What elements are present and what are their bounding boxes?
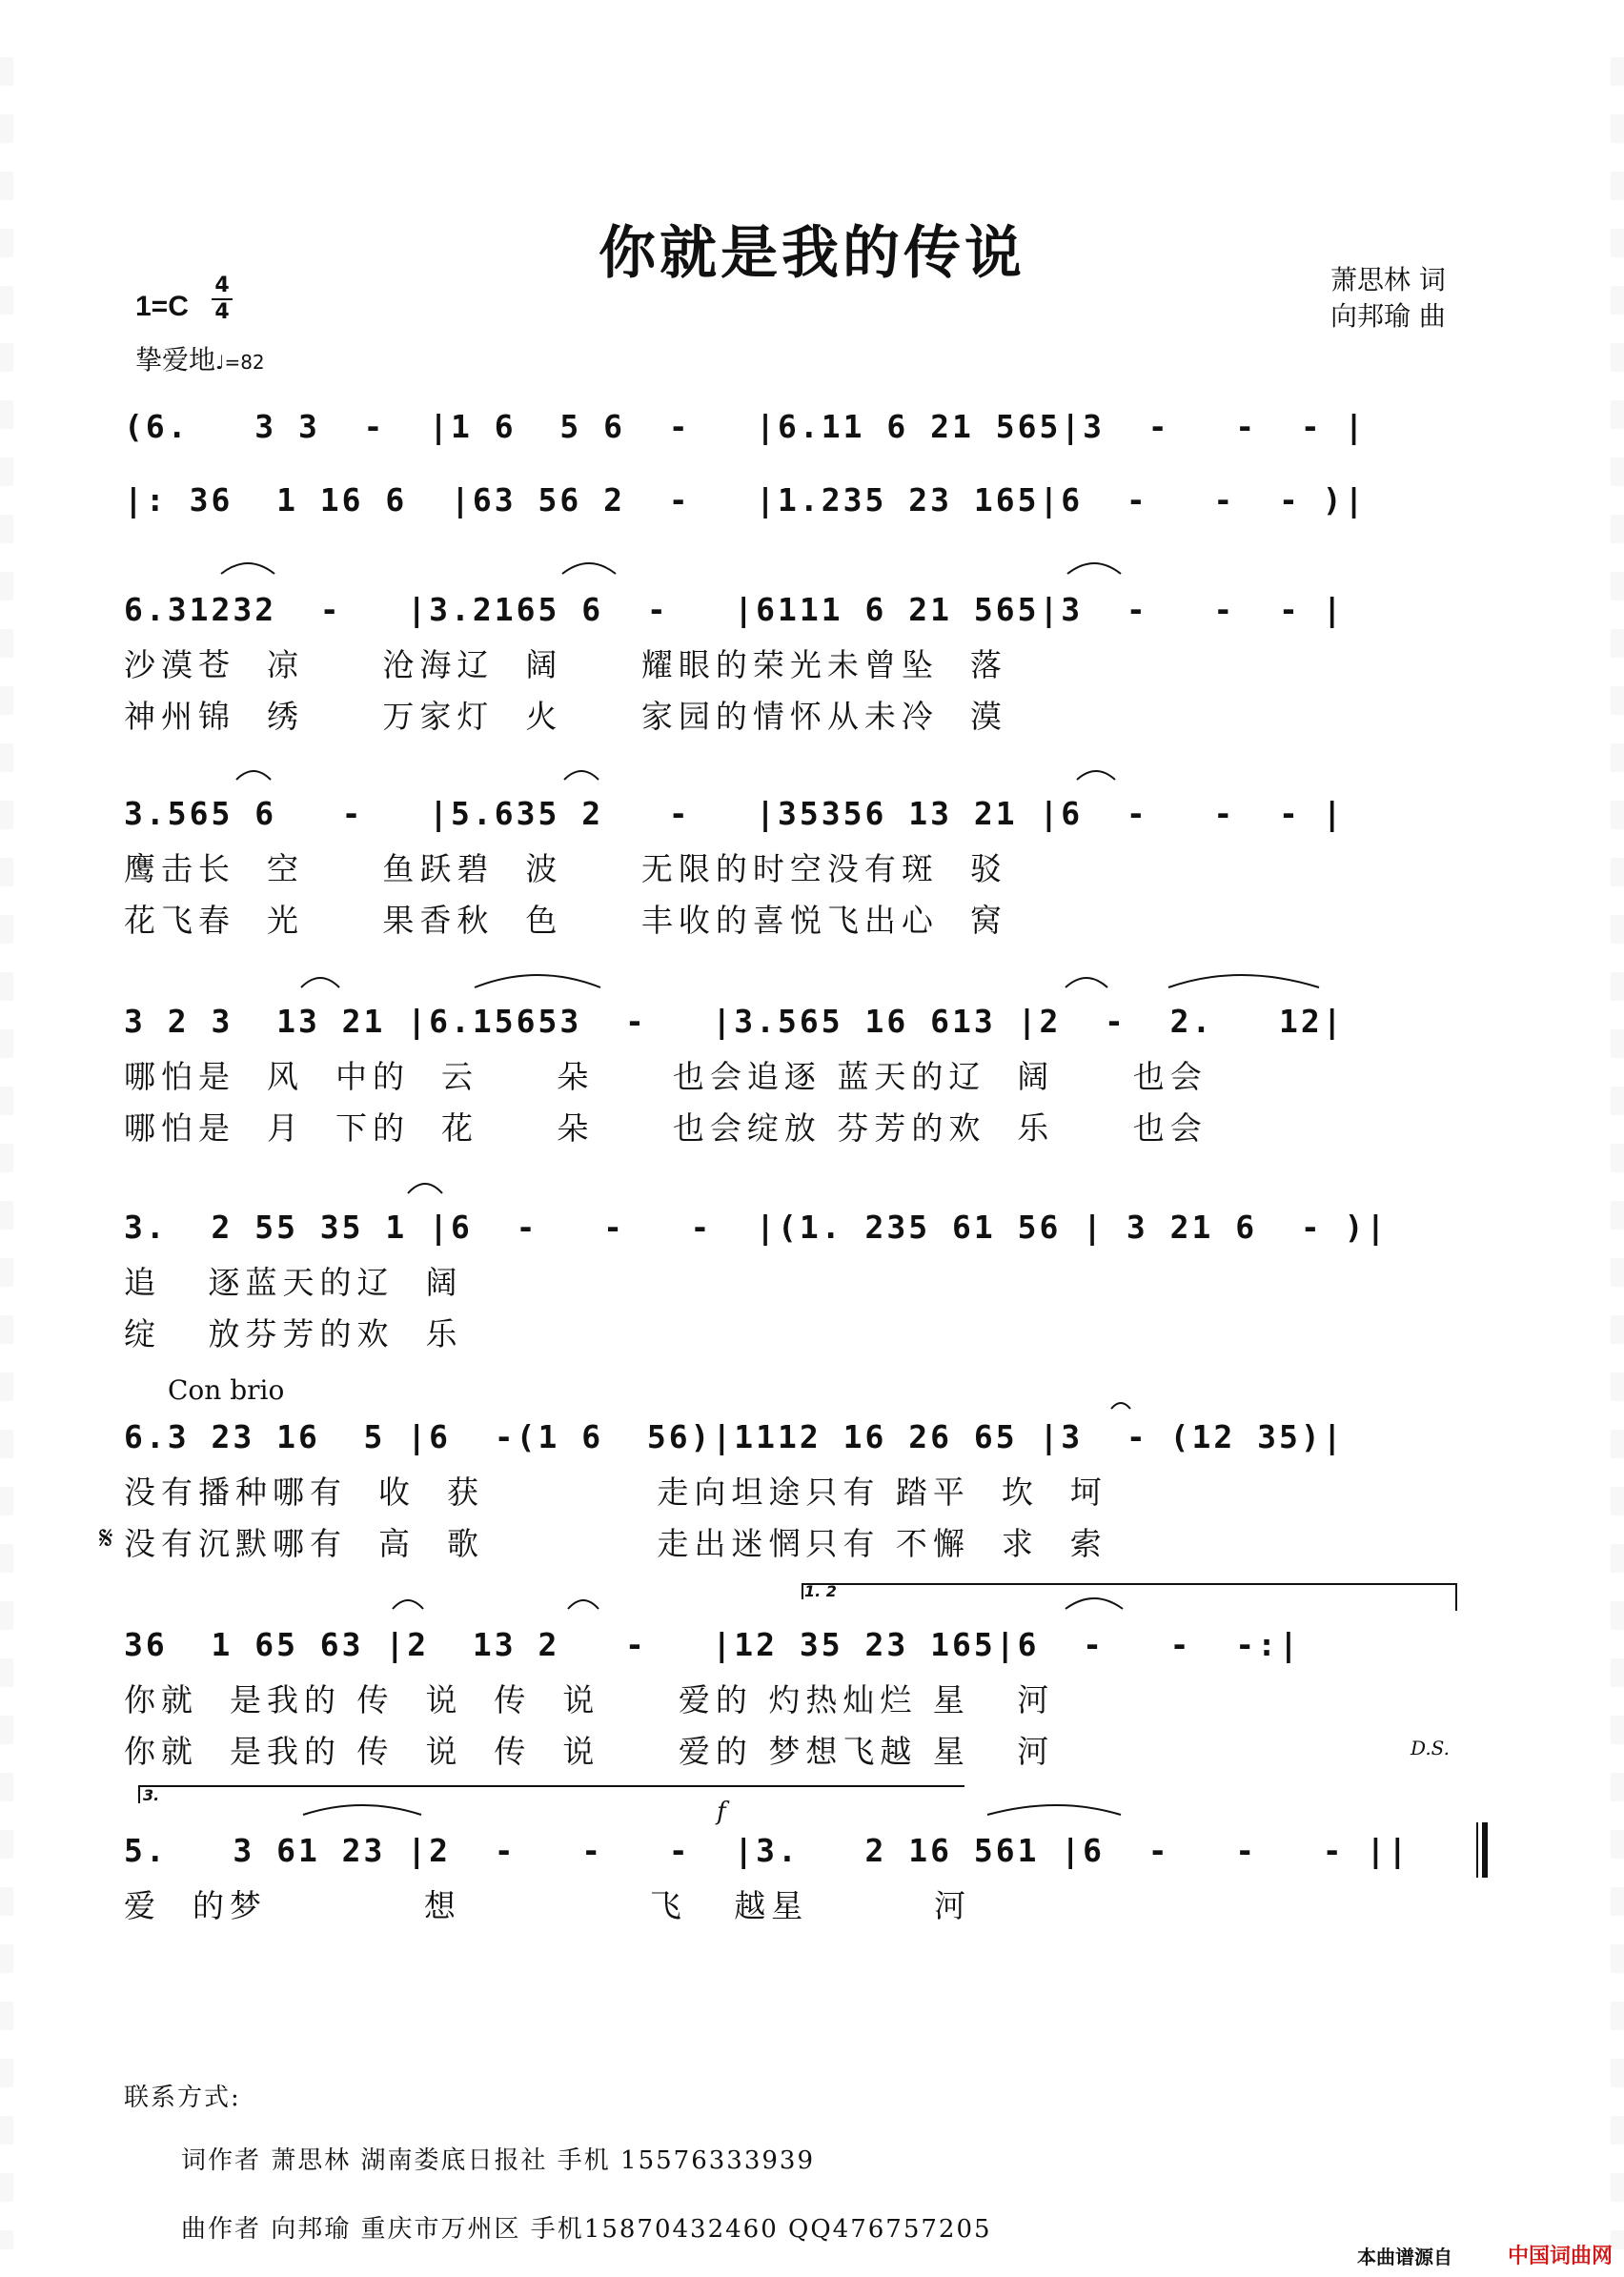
slur	[562, 563, 616, 574]
notation-line: 3.565 6 - |5.635 2 - |35356 13 21 |6 - - - |	[124, 795, 1345, 832]
notation-line: 3 2 3 13 21 |6.15653 - |3.565 16 613 |2 - 2. 12|	[124, 1003, 1345, 1040]
dynamic-forte: f	[717, 1798, 726, 1826]
composer-credit: 向邦瑜 曲	[1330, 300, 1446, 332]
ds-marking: D.S.	[1411, 1737, 1451, 1759]
notation-line: 36 1 65 63 |2 13 2 - |12 35 23 165|6 - - -:|	[124, 1626, 1301, 1663]
segno-sign: 𝄋	[99, 1519, 113, 1557]
notation-line: |: 36 1 16 6 |63 56 2 - |1.235 23 165|6 - - - )|	[124, 481, 1367, 518]
lyric-verse-2: 没有沉默哪有 高 歌 走出迷惘只有 不懈 求 索	[124, 1525, 1107, 1562]
lyricist-credit: 萧思林 词	[1330, 264, 1446, 295]
notation-line: 6.3 23 16 5 |6 -(1 6 56)|1112 16 26 65 |3 - (12 35)|	[124, 1418, 1345, 1455]
tempo-bpm: ♩=82	[215, 351, 265, 374]
notation-line: 3. 2 55 35 1 |6 - - - |(1. 235 61 56 | 3 21 6 - )|	[124, 1209, 1389, 1246]
slur	[1066, 1598, 1123, 1609]
lyric-verse-2: 你就 是我的 传 说 传 说 爱的 梦想飞越 星 河	[124, 1733, 1055, 1770]
lyric-verse-1: 追 逐蓝天的辽 阔	[124, 1264, 463, 1301]
lyric-verse-2: 花飞春 光 果香秋 色 丰收的喜悦飞出心 窝	[124, 902, 1007, 939]
slur	[568, 1600, 599, 1609]
volta-3-label: 3.	[143, 1786, 160, 1804]
volta-1-2-bracket	[802, 1584, 1456, 1611]
notation-line: (6. 3 3 - |1 6 5 6 - |6.11 6 21 565|3 - - - |	[124, 408, 1367, 445]
footer-source-label: 本曲谱源自	[1357, 2246, 1452, 2268]
slur	[987, 1805, 1121, 1815]
key-signature: 1=C	[135, 291, 189, 322]
slur	[408, 1184, 442, 1193]
slur	[221, 563, 274, 574]
lyric-verse-1: 没有播种哪有 收 获 走向坦途只有 踏平 坎 坷	[124, 1474, 1107, 1511]
notation-line: 6.31232 - |3.2165 6 - |6111 6 21 565|3 - - - |	[124, 591, 1345, 628]
song-title: 你就是我的传说	[599, 220, 1025, 287]
lyric-verse-2: 神州锦 绣 万家灯 火 家园的情怀从未冷 漠	[124, 698, 1007, 735]
slur	[475, 975, 600, 987]
lyric-verse-1: 你就 是我的 传 说 传 说 爱的 灼热灿烂 星 河	[124, 1681, 1055, 1718]
contact-composer: 曲作者 向邦瑜 重庆市万州区 手机15870432460 QQ476757205	[181, 2215, 992, 2244]
tempo-expression: 挚爱地	[135, 344, 216, 376]
contact-heading: 联系方式:	[124, 2084, 241, 2112]
contact-lyricist: 词作者 萧思林 湖南娄底日报社 手机 15576333939	[181, 2146, 816, 2175]
lyric-verse-1: 哪怕是 风 中的 云 朵 也会追逐 蓝天的辽 阔 也会	[124, 1058, 1208, 1095]
volta-3-bracket	[139, 1786, 964, 1803]
slur	[393, 1600, 423, 1609]
volta-1-2-label: 1. 2	[804, 1582, 837, 1600]
slur	[1077, 771, 1115, 780]
slur	[564, 771, 599, 780]
lyric-verse-1: 爱 的梦 想 飞 越星 河	[124, 1887, 972, 1924]
time-signature-top: 4	[214, 274, 230, 297]
slur	[236, 771, 271, 780]
lyric-verse-2: 绽 放芬芳的欢 乐	[124, 1315, 463, 1352]
slur	[1066, 978, 1107, 987]
tempo-marking-con-brio: Con brio	[168, 1374, 285, 1406]
time-signature-bottom: 4	[214, 300, 230, 324]
fermata	[1111, 1403, 1130, 1409]
footer-site-link[interactable]: 中国词曲网	[1508, 2245, 1614, 2268]
slur	[303, 1805, 421, 1815]
lyric-verse-1: 鹰击长 空 鱼跃碧 波 无限的时空没有斑 驳	[124, 850, 1007, 887]
slur	[1168, 975, 1319, 987]
notation-line: 5. 3 61 23 |2 - - - |3. 2 16 561 |6 - - - ||	[124, 1832, 1411, 1869]
lyric-verse-1: 沙漠苍 凉 沧海辽 阔 耀眼的荣光未曾坠 落	[124, 646, 1007, 683]
slur	[301, 978, 339, 987]
slur	[1067, 563, 1121, 574]
lyric-verse-2: 哪怕是 月 下的 花 朵 也会绽放 芬芳的欢 乐 也会	[124, 1109, 1208, 1147]
